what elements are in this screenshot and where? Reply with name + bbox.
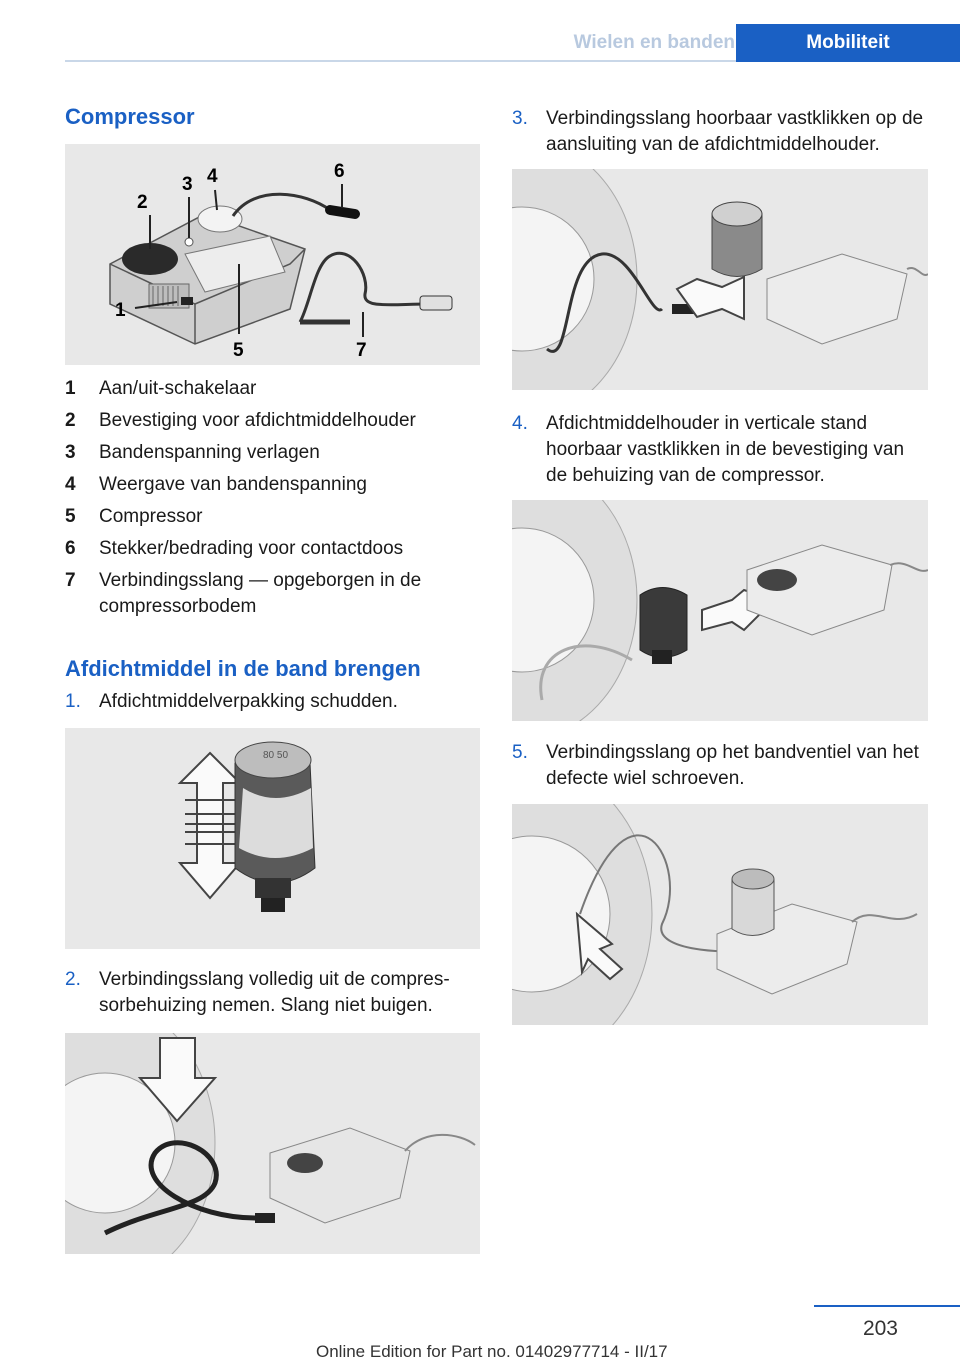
callout-1: 1 <box>115 300 126 321</box>
legend-text: Compressor <box>99 506 203 527</box>
legend-num: 2 <box>65 410 76 431</box>
step-text: Afdichtmiddelverpakking schudden. <box>99 691 398 712</box>
legend-item <box>65 533 480 565</box>
step-number: 2. <box>65 969 81 990</box>
footer-rule <box>814 1305 960 1307</box>
step-number: 4. <box>512 413 528 434</box>
mount-holder-figure <box>512 500 928 721</box>
step-text: Verbindingsslang op het bandventiel van het defecte wiel schroeven. <box>546 742 919 789</box>
legend-item <box>65 565 480 620</box>
tab-mobiliteit[interactable]: Mobiliteit <box>736 24 960 62</box>
step-number: 1. <box>65 691 81 712</box>
legend-num: 6 <box>65 538 76 559</box>
step-2 <box>65 967 480 1019</box>
attach-hose-figure <box>512 169 928 390</box>
callout-6: 6 <box>334 161 345 182</box>
legend-text: Aan/uit-schakelaar <box>99 378 257 399</box>
step-number: 3. <box>512 108 528 129</box>
compressor-illustration <box>65 144 480 365</box>
legend-item <box>65 501 480 533</box>
step-text: Afdichtmiddelhouder in verticale stand hoorbaar vastklikken in de bevestiging van de behuizing van de compressor. <box>546 413 905 486</box>
callout-3: 3 <box>182 174 193 195</box>
callout-5: 5 <box>233 340 244 361</box>
compressor-legend <box>65 373 480 620</box>
compressor-heading: Compressor <box>65 104 195 129</box>
legend-num: 3 <box>65 442 76 463</box>
bottle-label: 80 50 <box>263 750 289 761</box>
legend-text: Bevestiging voor afdichtmiddelhouder <box>99 410 416 431</box>
attach-valve-illustration <box>512 804 928 1025</box>
step-4 <box>512 411 928 489</box>
step-text: Verbindingsslang hoorbaar vastklikken op de aansluiting van de afdichtmiddelhouder. <box>546 108 924 155</box>
page-header <box>65 24 960 62</box>
attach-valve-figure <box>512 804 928 1025</box>
legend-text: Verbindingsslang — opgeborgen in de compressorbodem <box>99 570 422 617</box>
legend-item <box>65 405 480 437</box>
legend-num: 4 <box>65 474 76 495</box>
remove-hose-illustration <box>65 1033 480 1254</box>
step-5 <box>512 740 928 792</box>
mount-holder-illustration <box>512 500 928 721</box>
legend-num: 1 <box>65 378 76 399</box>
legend-text: Stekker/bedrading voor contactdoos <box>99 538 404 559</box>
compressor-figure <box>65 144 480 365</box>
step-3 <box>512 106 928 158</box>
attach-hose-illustration <box>512 169 928 390</box>
legend-num: 7 <box>65 570 76 591</box>
legend-item <box>65 437 480 469</box>
legend-item <box>65 373 480 405</box>
step-number: 5. <box>512 742 528 763</box>
sealant-heading: Afdichtmiddel in de band brengen <box>65 656 421 681</box>
callout-4: 4 <box>207 166 218 187</box>
legend-item <box>65 469 480 501</box>
step-text: Verbindingsslang volledig uit de compressorbehuizing nemen. Slang niet buigen. <box>99 969 450 1016</box>
legend-text: Bandenspanning verlagen <box>99 442 320 463</box>
legend-text: Weergave van bandenspanning <box>99 474 367 495</box>
callout-7: 7 <box>356 340 367 361</box>
shake-bottle-illustration <box>65 728 480 949</box>
remove-hose-figure <box>65 1033 480 1254</box>
step-1 <box>65 689 480 715</box>
legend-num: 5 <box>65 506 76 527</box>
shake-bottle-figure <box>65 728 480 949</box>
edition-note: Online Edition for Part no. 01402977714 - II/17 <box>316 1342 668 1361</box>
callout-2: 2 <box>137 192 148 213</box>
tab-wielen-en-banden[interactable]: Wielen en banden <box>573 32 735 53</box>
page-number: 203 <box>862 1317 898 1340</box>
